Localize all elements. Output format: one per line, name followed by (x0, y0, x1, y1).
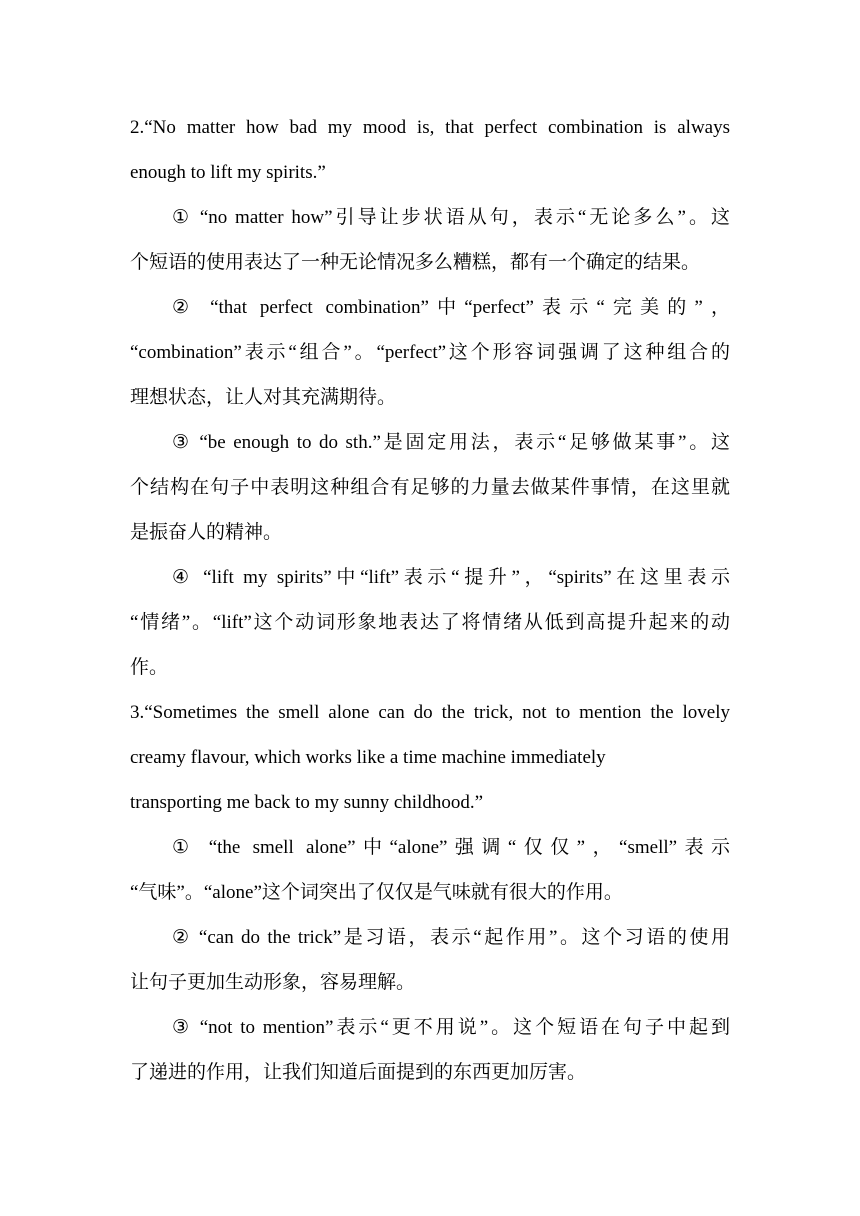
text-line: 了递进的作用，让我们知道后面提到的东西更加厉害。 (130, 1062, 587, 1083)
analysis-point (130, 1005, 730, 1095)
text-line: creamy flavour, which works like a time machine immediately (130, 747, 606, 768)
analysis-point (130, 420, 730, 555)
text-line: ① “the smell alone”中“alone”强调“仅仅”，“smell”表示 (172, 837, 730, 858)
text-line: “combination”表示“组合”。“perfect”这个形容词强调了这种组合的 (130, 342, 730, 363)
text-line: ③ “be enough to do sth.”是固定用法，表示“足够做某事”。这 (172, 432, 730, 453)
text-line: 作。 (130, 657, 169, 678)
analysis-point (130, 915, 730, 1005)
text-line: “情绪”。“lift”这个动词形象地表达了将情绪从低到高提升起来的动 (130, 612, 730, 633)
text-line: 是振奋人的精神。 (130, 522, 283, 543)
text-line: 2.“No matter how bad my mood is, that perfect combination is always (130, 117, 730, 138)
document-body (130, 105, 730, 1095)
sentence-heading-2 (130, 105, 730, 195)
text-line: ② “that perfect combination”中“perfect”表示“完美的”， (172, 297, 730, 318)
text-line: 让句子更加生动形象，容易理解。 (130, 972, 416, 993)
analysis-point (130, 825, 730, 915)
analysis-point (130, 285, 730, 420)
text-line: enough to lift my spirits.” (130, 162, 326, 183)
analysis-point (130, 195, 730, 285)
text-line: 个短语的使用表达了一种无论情况多么糟糕，都有一个确定的结果。 (130, 252, 701, 273)
text-line: 个结构在句子中表明这种组合有足够的力量去做某件事情，在这里就 (130, 477, 730, 498)
text-line: ① “no matter how”引导让步状语从句，表示“无论多么”。这 (172, 207, 730, 228)
text-line: 3.“Sometimes the smell alone can do the trick, not to mention the lovely (130, 702, 730, 723)
text-line: ③ “not to mention”表示“更不用说”。这个短语在句子中起到 (172, 1017, 730, 1038)
text-line: “气味”。“alone”这个词突出了仅仅是气味就有很大的作用。 (130, 882, 623, 903)
text-line: 理想状态，让人对其充满期待。 (130, 387, 397, 408)
text-line: ② “can do the trick”是习语，表示“起作用”。这个习语的使用 (172, 927, 730, 948)
text-line: transporting me back to my sunny childhood.” (130, 792, 484, 813)
text-line: ④ “lift my spirits”中“lift”表示“提升”，“spirits”在这里表示 (172, 567, 730, 588)
sentence-heading-3 (130, 690, 730, 825)
analysis-point (130, 555, 730, 690)
